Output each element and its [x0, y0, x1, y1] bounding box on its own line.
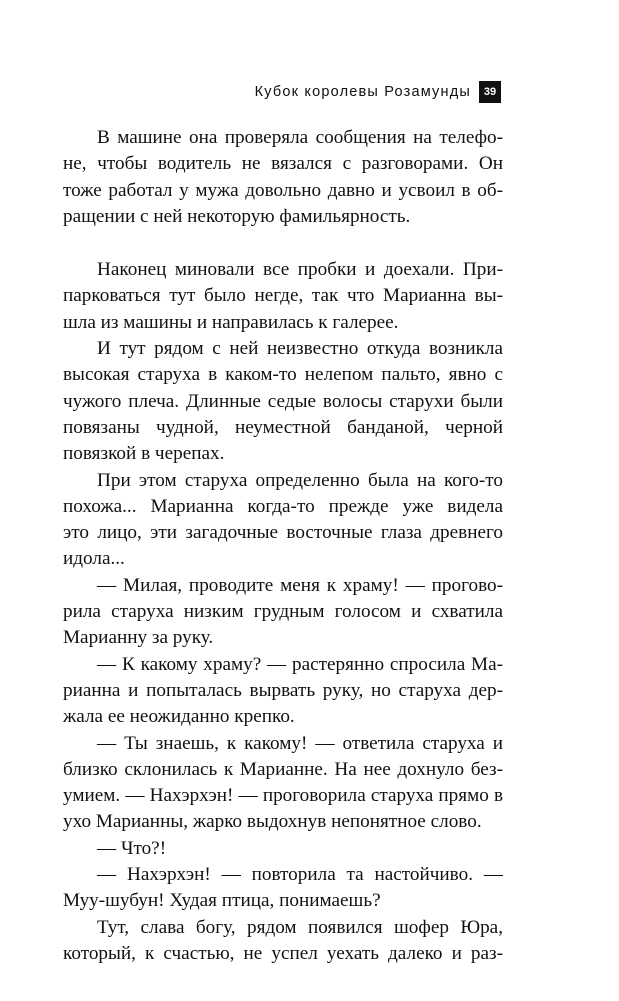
paragraph: [63, 862, 503, 915]
paragraph: [63, 915, 503, 968]
text-line: повязкой в черепах.: [63, 443, 225, 465]
paragraph: [63, 652, 503, 731]
text-line: парковаться тут было негде, так что Марианна вы-: [63, 285, 503, 307]
text-line: — К какому храму? — растерянно спросила Ма-: [97, 653, 503, 675]
page-number: 39: [479, 81, 501, 103]
paragraph: [63, 573, 503, 652]
running-head: [255, 81, 501, 103]
text-line: — Что?!: [97, 837, 167, 859]
text-line: высокая старуха в каком-то нелепом пальто, явно с: [63, 364, 503, 386]
section-break: [63, 230, 503, 257]
text-line: умием. — Нахэрхэн! — проговорила старуха прямо в: [63, 785, 503, 807]
text-line: Тут, слава богу, рядом появился шофер Юра,: [97, 916, 503, 938]
text-line: Наконец миновали все пробки и доехали. При-: [97, 259, 503, 281]
text-line: шла из машины и направилась к галерее.: [63, 311, 399, 333]
paragraph: [63, 836, 503, 862]
paragraph: [63, 468, 503, 573]
paragraph: [63, 731, 503, 836]
paragraph: [63, 257, 503, 336]
running-title: Кубок королевы Розамунды: [254, 84, 471, 100]
paragraph: [63, 336, 503, 467]
text-line: похожа... Марианна когда-то прежде уже видела: [63, 495, 503, 517]
text-line: При этом старуха определенно была на кого-то: [97, 469, 503, 491]
text-line: рила старуха низким грудным голосом и схватила: [63, 601, 503, 623]
text-line: повязаны чудной, неуместной банданой, черной: [63, 416, 503, 438]
text-line: чужого плеча. Длинные седые волосы старухи были: [63, 390, 503, 412]
text-line: близко склонилась к Марианне. На нее дохнуло без-: [63, 758, 503, 780]
text-line: жала ее неожиданно крепко.: [63, 706, 295, 728]
text-line: ухо Марианны, жарко выдохнув непонятное слово.: [63, 811, 482, 833]
text-line: тоже работал у мужа довольно давно и усвоил в об-: [63, 179, 503, 201]
text-line: Муу-шубун! Худая птица, понимаешь?: [63, 890, 381, 912]
text-line: Марианну за руку.: [63, 627, 214, 649]
text-line: — Ты знаешь, к какому! — ответила старуха и: [97, 732, 503, 754]
text-line: В машине она проверяла сообщения на телефо-: [97, 127, 503, 148]
text-line: это лицо, эти загадочные восточные глаза древнего: [63, 522, 503, 544]
paragraph: [63, 125, 503, 230]
text-line: — Милая, проводите меня к храму! — прогово-: [97, 574, 503, 596]
text-line: ращении с ней некоторую фамильярность.: [63, 205, 411, 227]
text-line: — Нахэрхэн! — повторила та настойчиво. —: [97, 864, 503, 886]
text-line: И тут рядом с ней неизвестно откуда возникла: [97, 338, 503, 360]
text-line: не, чтобы водитель не вязался с разговорами. Он: [63, 153, 503, 175]
body-text: [63, 125, 503, 967]
text-line: идола...: [63, 548, 125, 570]
text-line: который, к счастью, не успел уехать далеко и раз-: [63, 942, 503, 964]
text-line: рианна и попыталась вырвать руку, но старуха дер-: [63, 679, 503, 701]
